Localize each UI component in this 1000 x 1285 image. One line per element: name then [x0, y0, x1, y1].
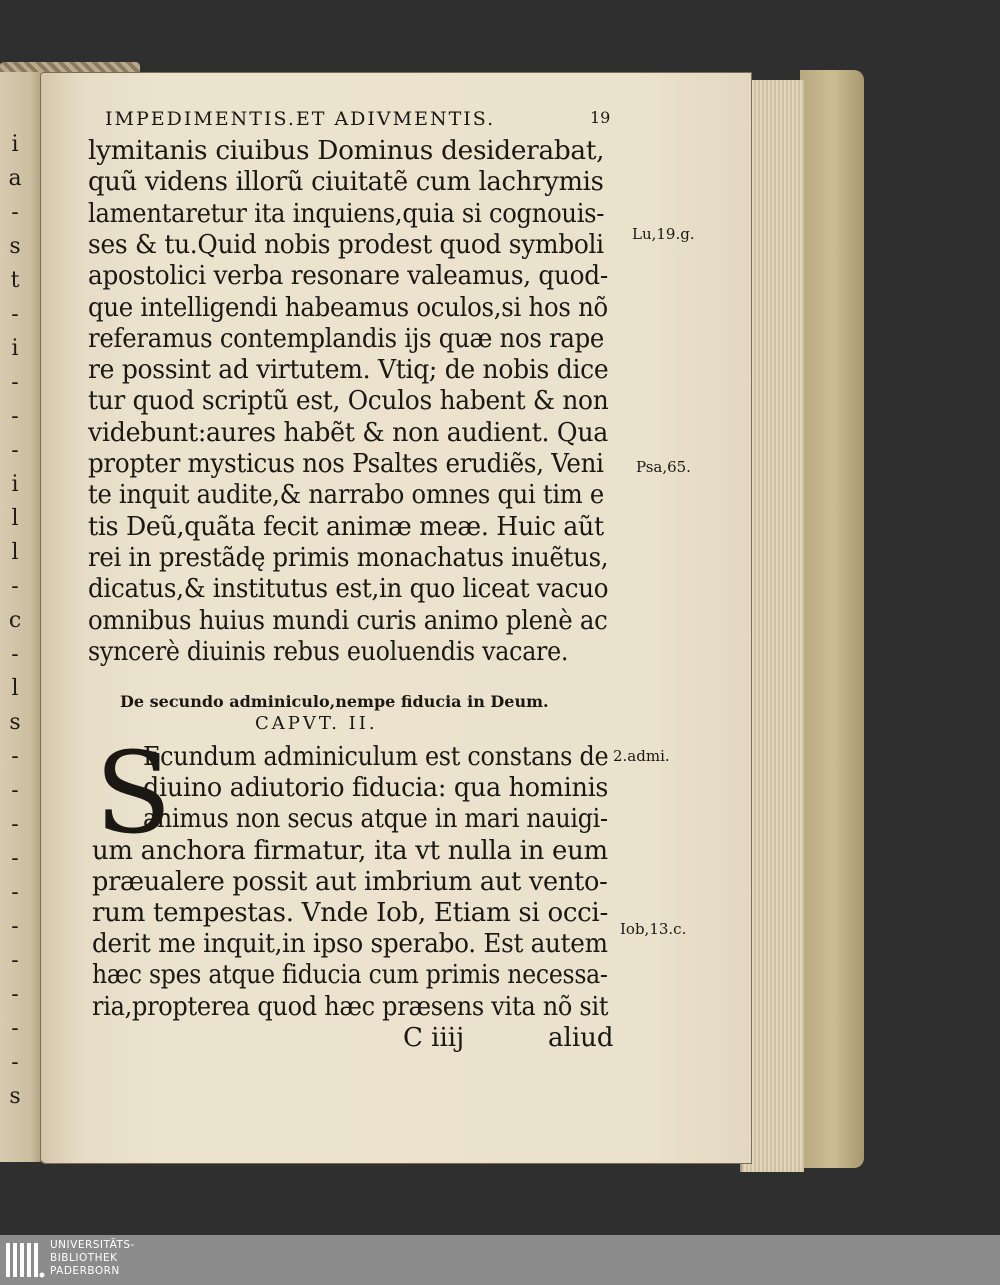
left-page-fragment: s — [9, 710, 21, 735]
text-line: tur quod scriptũ est, Oculos habent & non — [88, 386, 609, 417]
catchword: aliud — [548, 1023, 614, 1053]
text-line: re possint ad virtutem. Vtiq; de nobis dice — [88, 355, 609, 386]
left-page-fragment: - — [11, 914, 19, 939]
chapter-heading: CAPVT. II. — [255, 713, 378, 734]
text-line: diuino adiutorio fiducia: qua hominis — [143, 773, 609, 804]
margin-note-3: 2.admi. — [613, 747, 670, 765]
text-line: hæc spes atque fiducia cum primis necessa- — [92, 960, 608, 991]
signature-mark: C iiij — [403, 1023, 465, 1053]
left-page-fragment: - — [11, 948, 19, 973]
left-page-fragment: i — [11, 472, 19, 497]
left-page-fragment: - — [11, 574, 19, 599]
library-logo-icon — [4, 1239, 46, 1281]
text-line: Ecundum adminiculum est constans de — [143, 742, 609, 772]
left-page-fragment: - — [11, 846, 19, 871]
text-line: rei in prestãdę primis monachatus inuẽtus, — [88, 542, 609, 573]
left-page-fragment: - — [11, 370, 19, 395]
text-line: dicatus,& institutus est,in quo liceat vacuo — [88, 574, 609, 605]
left-page-fragment: a — [8, 166, 22, 191]
text-line: referamus contemplandis ijs quæ nos rape — [88, 323, 605, 354]
left-page-fragment: i — [11, 132, 19, 157]
text-line: tis Deũ,quãta fecit animæ meæ. Huic aũt — [88, 511, 604, 542]
left-page-fragment: - — [11, 200, 19, 225]
left-page-fragment: - — [11, 880, 19, 905]
text-line: lamentaretur ita inquiens,quia si cognouis- — [88, 198, 605, 229]
left-page-fragment: - — [11, 404, 19, 429]
text-line: ria,propterea quod hæc præsens vita nõ sit — [92, 991, 609, 1022]
left-page-fragment: l — [11, 540, 19, 565]
left-page-fragment: l — [11, 506, 19, 531]
text-line: te inquit audite,& narrabo omnes qui tim e — [88, 480, 604, 511]
left-page-fragment: - — [11, 812, 19, 837]
text-line: rum tempestas. Vnde Iob, Etiam si occi- — [92, 898, 608, 928]
book-cover-edge — [800, 70, 864, 1168]
library-name — [50, 1239, 135, 1278]
text-line: syncerè diuinis rebus euoluendis vacare. — [88, 636, 569, 667]
drop-capital: S — [95, 729, 172, 859]
left-page-fragment: - — [11, 438, 19, 463]
text-line: videbunt:aures habẽt & non audient. Qua — [88, 417, 609, 448]
margin-note-4: Iob,13.c. — [620, 920, 687, 938]
text-line: que intelligendi habeamus oculos,si hos nõ — [88, 292, 608, 323]
folio-number: 19 — [590, 108, 611, 127]
text-line: omnibus huius mundi curis animo plenè ac — [88, 605, 608, 636]
left-page-fragment: - — [11, 1050, 19, 1075]
library-name-line1: UNIVERSITÄTS- — [50, 1239, 135, 1251]
library-name-line2: BIBLIOTHEK — [50, 1252, 118, 1264]
library-name-line3: PADERBORN — [50, 1265, 120, 1277]
text-line: quũ videns illorũ ciuitatẽ cum lachrymis — [88, 167, 604, 198]
running-head: IMPEDIMENTIS.ET ADIVMENTIS. — [105, 108, 496, 130]
left-page-fragment: - — [11, 744, 19, 769]
chapter-title: De secundo adminiculo,nempe fiducia in Deum. — [120, 692, 549, 711]
text-line: um anchora firmatur, ita vt nulla in eum — [92, 835, 608, 866]
text-line: derit me inquit,in ipso sperabo. Est autem — [92, 929, 608, 960]
left-page-fragment: - — [11, 778, 19, 803]
left-page-fragment: - — [11, 302, 19, 327]
text-line: animus non secus atque in mari nauigi- — [143, 804, 608, 835]
left-page-fragment: i — [11, 336, 19, 361]
text-line: ses & tu.Quid nobis prodest quod symboli — [88, 229, 604, 260]
left-page-fragment: c — [8, 608, 22, 633]
margin-note-2: Psa,65. — [636, 458, 691, 476]
text-line: propter mysticus nos Psaltes erudiẽs, Veni — [88, 449, 604, 479]
left-page-fragment: l — [11, 676, 19, 701]
left-page-edge — [0, 72, 44, 1162]
left-page-fragment: - — [11, 982, 19, 1007]
left-page-fragment: - — [11, 642, 19, 667]
text-line: apostolici verba resonare valeamus, quod- — [88, 261, 608, 292]
left-page-fragment: t — [10, 268, 20, 293]
left-page-fragment: s — [9, 1084, 21, 1109]
text-line: præualere possit aut imbrium aut vento- — [92, 866, 608, 897]
left-page-fragment: s — [9, 234, 21, 259]
left-page-fragment: - — [11, 1016, 19, 1041]
library-footer — [0, 1235, 1000, 1285]
text-line: lymitanis ciuibus Dominus desiderabat, — [88, 136, 605, 166]
margin-note-1: Lu,19.g. — [632, 225, 695, 243]
